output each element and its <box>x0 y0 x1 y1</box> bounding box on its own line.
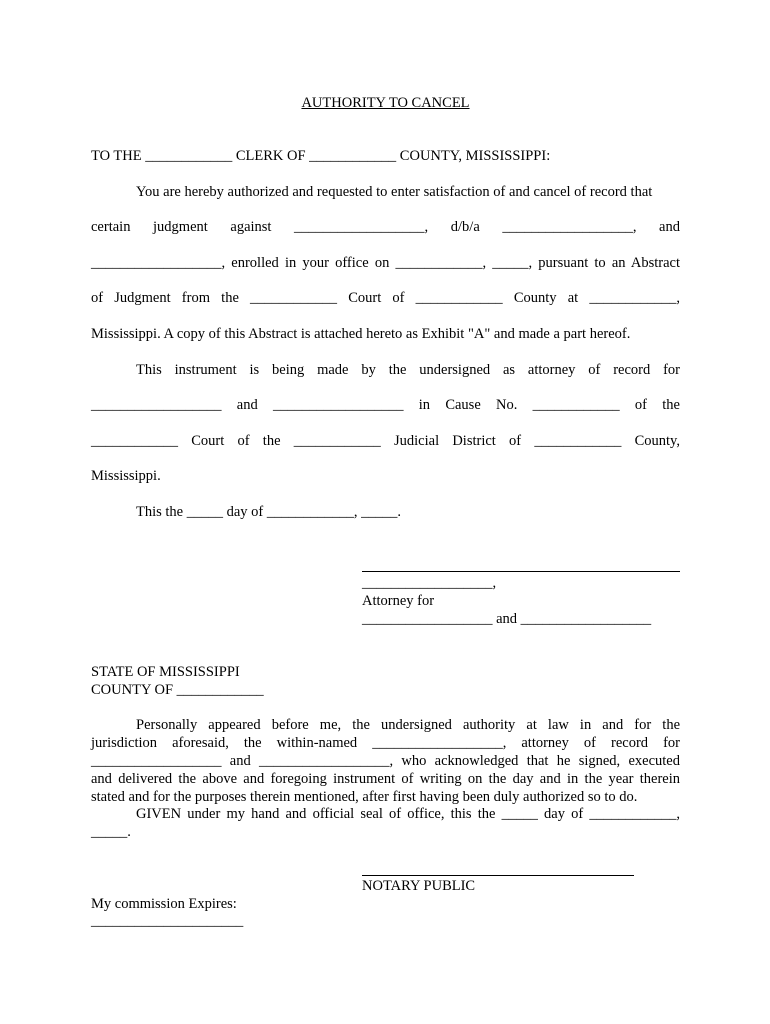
para1-line2: certain judgment against __________________, d/b/a __________________, and <box>91 219 680 235</box>
attorney-for-label: Attorney for <box>362 593 435 609</box>
venue-county: COUNTY OF ____________ <box>91 682 264 698</box>
dated-line: This the _____ day of ____________, _____. <box>136 504 402 520</box>
ack-line4: and delivered the above and foregoing instrument of writing on the day and in the year therein <box>91 771 680 787</box>
para1-line5: Mississippi. A copy of this Abstract is attached hereto as Exhibit "A" and made a part hereof. <box>91 326 631 342</box>
ack-line2: jurisdiction aforesaid, the within-named __________________, attorney of record for <box>91 735 680 751</box>
para2-line3: ____________ Court of the ____________ Judicial District of ____________ County, <box>91 433 680 449</box>
ack-line1: Personally appeared before me, the undersigned authority at law in and for the <box>136 717 680 733</box>
para2-line2: __________________ and __________________ in Cause No. ____________ of the <box>91 397 680 413</box>
notary-signature-line <box>362 875 634 876</box>
para1-line1: You are hereby authorized and requested to enter satisfaction of and cancel of record that <box>136 184 653 200</box>
attorney-name-line: __________________, <box>362 575 497 591</box>
para1-line4: of Judgment from the ____________ Court of ____________ County at ____________, <box>91 290 680 306</box>
attorney-parties-line: __________________ and __________________ <box>362 611 652 627</box>
venue-state: STATE OF MISSISSIPPI <box>91 664 240 680</box>
para2-line1: This instrument is being made by the undersigned as attorney of record for <box>136 362 680 378</box>
given-line2: _____. <box>91 824 131 840</box>
para1-line3: __________________, enrolled in your office on ____________, _____, pursuant to an Abstract <box>91 255 680 271</box>
given-line1: GIVEN under my hand and official seal of office, this the _____ day of ____________, <box>136 806 680 822</box>
notary-public-label: NOTARY PUBLIC <box>362 878 476 894</box>
document-title: AUTHORITY TO CANCEL <box>301 95 470 111</box>
commission-label: My commission Expires: <box>91 896 237 912</box>
ack-line3: __________________ and __________________, who acknowledged that he signed, executed <box>91 753 680 769</box>
para2-line4: Mississippi. <box>91 468 161 484</box>
address-line: TO THE ____________ CLERK OF ____________ COUNTY, MISSISSIPPI: <box>91 148 551 164</box>
commission-blank: _____________________ <box>91 913 244 929</box>
ack-line5: stated and for the purposes therein mentioned, after first having been duly authorized so to do. <box>91 789 638 805</box>
attorney-signature-line <box>362 571 680 572</box>
